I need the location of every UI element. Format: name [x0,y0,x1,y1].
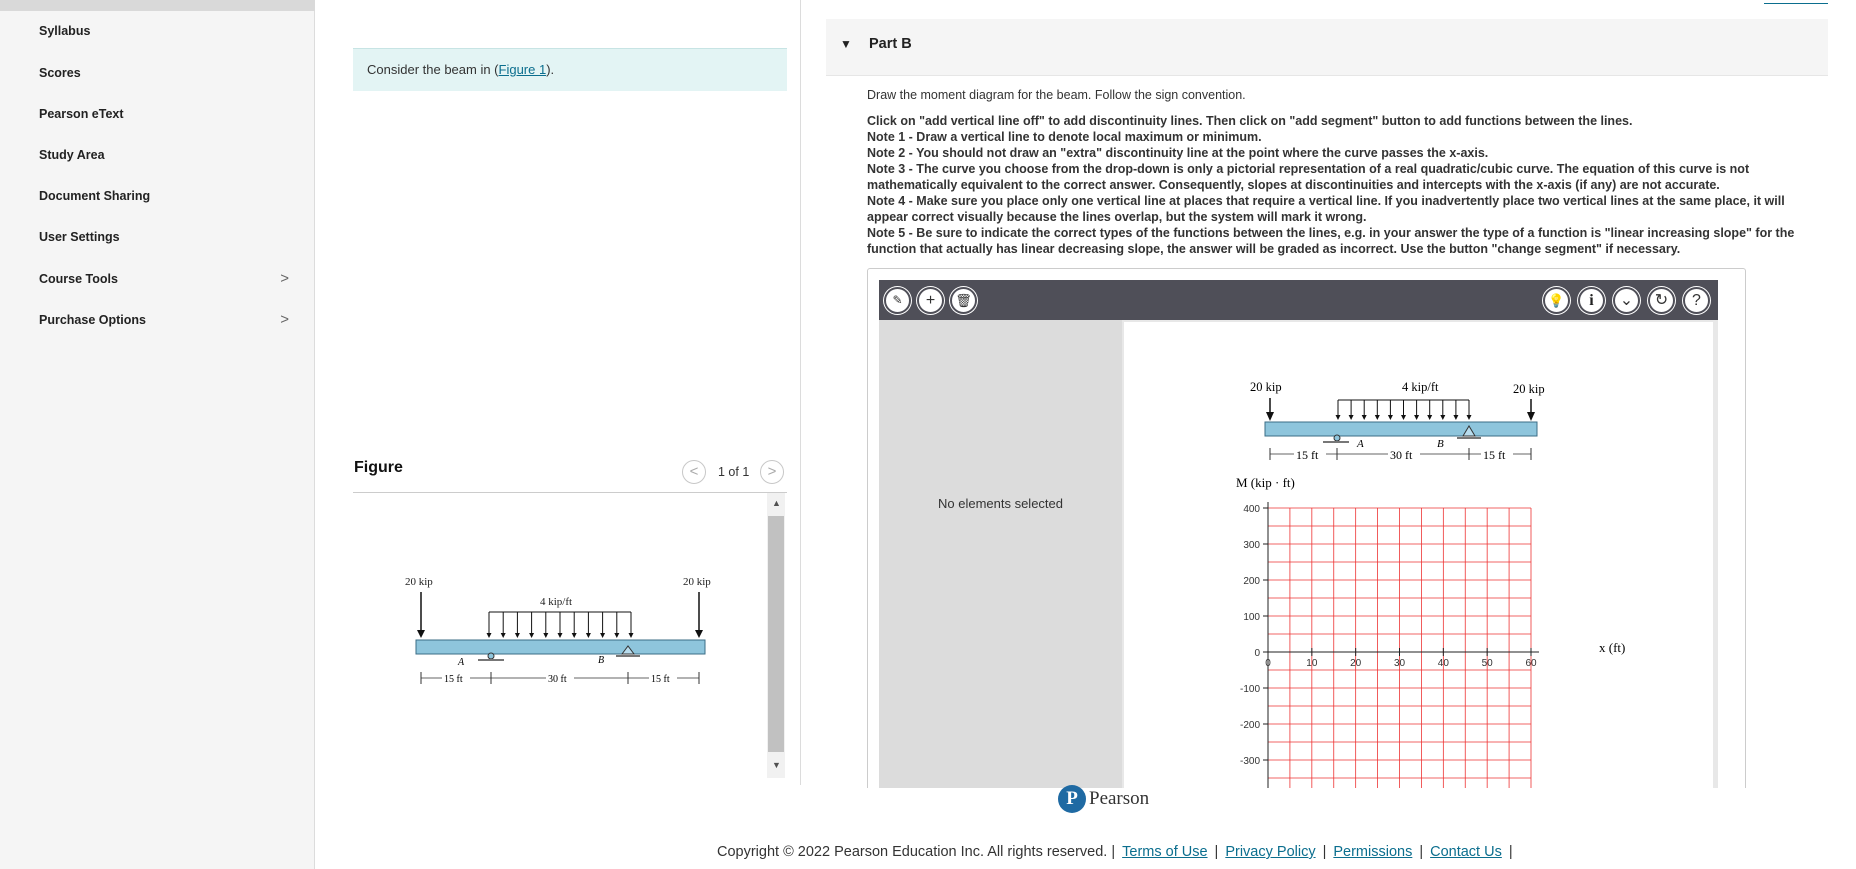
sidebar-item-label: Study Area [39,148,105,162]
figure-prev-button[interactable]: < [682,460,706,484]
problem-prompt [353,48,787,91]
y-tick-label: 300 [1243,540,1260,551]
figure-count: 1 of 1 [718,465,750,479]
figure-scrollbar[interactable] [767,493,785,778]
sidebar-item-label: Pearson eText [39,107,124,121]
instruction-lead: Click on "add vertical line off" to add discontinuity lines. Then click on "add segment" button to add functions between the lines. [867,114,1633,128]
footer [717,844,1513,860]
graph-dist-load: 4 kip/ft [1402,380,1439,394]
dist-arrow-head [529,633,534,638]
note-3 [867,161,1829,193]
dist-arrow-head [1427,415,1432,420]
scroll-up-icon[interactable]: ▲ [772,498,781,508]
dist-arrow-head [515,633,520,638]
sidebar-item-label: Syllabus [39,24,91,38]
chevron-right-icon: > [280,270,289,287]
prompt-text: Consider the beam in ( [367,62,499,77]
y-tick-label: 400 [1243,504,1260,515]
support-b-base [616,655,640,657]
graph-support-a [1334,435,1340,441]
y-tick-label: 0 [1254,648,1260,659]
figure-next-button[interactable]: > [760,460,784,484]
footer-separator: | [1419,844,1424,860]
footer-separator: | [1322,844,1327,860]
copyright-text: Copyright © 2022 Pearson Education Inc. All rights reserved. [717,844,1108,860]
footer-separator: | [1214,844,1219,860]
footer-separator: | [1508,844,1513,860]
note-text: - You should not draw an "extra" discontinuity line at the point where the curve passes the x-axis. [905,146,1489,160]
figure-load-right: 20 kip [683,576,711,588]
note-label: Note 5 [867,226,906,240]
graph-support-b-base [1457,437,1481,439]
sidebar-item-label: Document Sharing [39,189,151,203]
y-tick-label: -100 [1239,684,1260,695]
graph-y-label: M (kip · ft) [1236,475,1295,490]
graph-load-left: 20 kip [1250,380,1282,394]
add-segment-button[interactable]: + [917,287,944,314]
sidebar-item-label: Course Tools [39,272,118,286]
sidebar-item-label: Purchase Options [39,313,146,327]
dist-arrow-head [629,633,634,638]
dist-arrow-head [1453,415,1458,420]
graph-dim-2: 30 ft [1390,448,1413,462]
pane-divider [800,0,801,785]
graph-load-right: 20 kip [1513,382,1545,396]
figure-title: Figure [354,459,403,476]
permissions-link[interactable]: Permissions [1333,844,1413,860]
instruction-notes [867,113,1829,257]
dim-label-1: 15 ft [444,674,463,685]
note-text: - Draw a vertical line to denote local maximum or minimum. [905,130,1262,144]
note-4 [867,193,1829,225]
part-b-header[interactable] [826,19,1828,76]
dist-arrow-head [572,633,577,638]
graph-dim-1: 15 ft [1296,448,1319,462]
graph-dim-3: 15 ft [1483,448,1506,462]
graph-x-label: x (ft) [1599,640,1626,655]
support-a-roller [488,653,494,659]
instruction-draw: Draw the moment diagram for the beam. Follow the sign convention. [867,88,1246,102]
x-tick-label: 60 [1525,658,1537,669]
note-1 [867,129,1829,145]
scroll-thumb[interactable] [768,516,784,752]
sidebar-item-label: Scores [39,66,81,80]
sidebar-item-syllabus[interactable] [39,20,289,42]
sidebar-item-purchase-options[interactable] [39,309,289,331]
x-tick-label: 0 [1265,658,1271,669]
x-tick-label: 40 [1437,658,1449,669]
graph-grid [1268,502,1539,788]
terms-of-use-link[interactable]: Terms of Use [1122,844,1208,860]
dist-arrow-head [543,633,548,638]
sidebar [0,0,315,869]
dist-arrow-head [558,633,563,638]
graph-arrow-right-head [1527,412,1535,421]
note-text: - The curve you choose from the drop-down is only a pictorial representation of a real quadratic/cubic curve. The equation of this curve is not mathematically equivalent to the correct answer. Consequently, slopes at discontinuities and intercepts with the x-axis (if any) are not accurate. [867,162,1750,192]
reset-icon: ↻ [1654,292,1669,309]
dist-arrow-head [600,633,605,638]
sidebar-item-document-sharing[interactable] [39,185,289,207]
dist-arrow-head [1349,415,1354,420]
support-b-label: B [598,655,605,666]
arrow-right-head [695,630,703,638]
x-tick-label: 50 [1481,658,1493,669]
dim-label-3: 15 ft [651,674,670,685]
figure-dist-load: 4 kip/ft [540,596,573,608]
chevron-down-icon: ⌄ [1619,292,1634,309]
drawing-canvas[interactable] [1122,320,1718,788]
part-b-label: Part B [869,36,912,52]
reset-button[interactable] [1648,287,1675,314]
prompt-text-end: ). [546,62,555,77]
dist-arrow-head [487,633,492,638]
sidebar-item-label: User Settings [39,230,120,244]
figure-beam-diagram [390,568,720,703]
note-label: Note 3 [867,162,906,176]
more-button[interactable] [1613,287,1640,314]
scroll-down-icon[interactable]: ▼ [772,760,781,770]
footer-separator: | [1111,844,1116,860]
graph-support-a-base [1323,441,1349,443]
selection-message: No elements selected [937,496,1063,511]
pearson-name: Pearson [1089,788,1150,809]
moment-graph[interactable] [1124,322,1713,788]
dist-arrow-head [1414,415,1419,420]
graph-beam [1265,422,1537,436]
chevron-right-icon: > [280,311,289,328]
y-tick-label: 100 [1243,612,1260,623]
delete-button[interactable] [950,287,977,314]
y-tick-label: -300 [1239,756,1260,767]
graph-support-a-label: A [1357,438,1364,450]
dist-arrow-head [1467,415,1472,420]
dist-arrow-head [1440,415,1445,420]
instructions [867,88,1829,257]
note-label: Note 2 [867,146,906,160]
figure-link[interactable]: Figure 1 [498,62,547,77]
graph-support-b-label: B [1437,438,1444,450]
note-label: Note 4 [867,194,906,208]
dist-arrow-head [1336,415,1341,420]
pearson-logo-icon: P [1058,785,1086,813]
graph-x-ticks [1265,648,1537,669]
note-text: - Be sure to indicate the correct types of the functions between the lines, e.g. in your answer the type of a function is "linear increasing slope" for the function that actually has linear decreasing slope, the answer will be graded as incorrect. Use the button "change segment" if necessary. [867,226,1795,256]
info-button[interactable]: i [1578,287,1605,314]
dist-arrow-head [1375,415,1380,420]
graph-dist-arrows [1336,400,1472,420]
x-tick-label: 30 [1393,658,1406,669]
sidebar-item-study-area[interactable] [39,144,289,166]
collapse-triangle-icon[interactable]: ▼ [840,37,852,51]
help-button[interactable]: ? [1683,287,1710,314]
drawing-toolbar [879,280,1718,320]
dist-arrow-head [614,633,619,638]
dist-load-arrows [487,612,634,638]
note-text: - Make sure you place only one vertical line at places that require a vertical line. If you inadvertently place two vertical lines at the same place, it will appear correct visually because the lines overlap, but the system will mark it wrong. [867,194,1785,224]
contact-us-link[interactable]: Contact Us [1430,844,1502,860]
sidebar-item-scores[interactable] [39,62,289,84]
x-tick-label: 20 [1350,658,1362,669]
y-tick-label: 200 [1243,576,1260,587]
add-vertical-line-button[interactable] [884,287,911,314]
x-tick-label: 10 [1306,658,1318,669]
dist-arrow-head [1388,415,1393,420]
canvas-area[interactable] [1124,322,1713,788]
note-2 [867,145,1829,161]
trash-icon: 🗑 [955,293,972,308]
dist-arrow-head [1401,415,1406,420]
properties-panel [879,320,1122,788]
note-label: Note 1 [867,130,906,144]
lightbulb-icon: 💡 [1548,293,1565,308]
y-tick-label: -200 [1239,720,1260,731]
figure-beam [416,640,705,654]
dist-arrow-head [1362,415,1367,420]
support-a-base [478,659,504,661]
figure-divider [353,492,787,493]
sidebar-item-pearson-etext[interactable] [39,103,289,125]
sidebar-item-user-settings[interactable] [39,226,289,248]
top-right-link-edge[interactable] [1764,0,1828,4]
sidebar-item-course-tools[interactable] [39,268,289,290]
dim-label-2: 30 ft [548,674,567,685]
privacy-policy-link[interactable]: Privacy Policy [1225,844,1316,860]
pencil-plus-icon: ✎ [892,293,903,307]
dist-arrow-head [501,633,506,638]
figure-load-left: 20 kip [405,576,433,588]
hint-button[interactable] [1543,287,1570,314]
graph-y-ticks [1240,504,1268,767]
sidebar-top-bar [0,0,315,11]
support-a-label: A [458,657,465,668]
note-5 [867,225,1829,257]
graph-arrow-left-head [1266,412,1274,421]
dist-arrow-head [586,633,591,638]
arrow-left-head [417,630,425,638]
